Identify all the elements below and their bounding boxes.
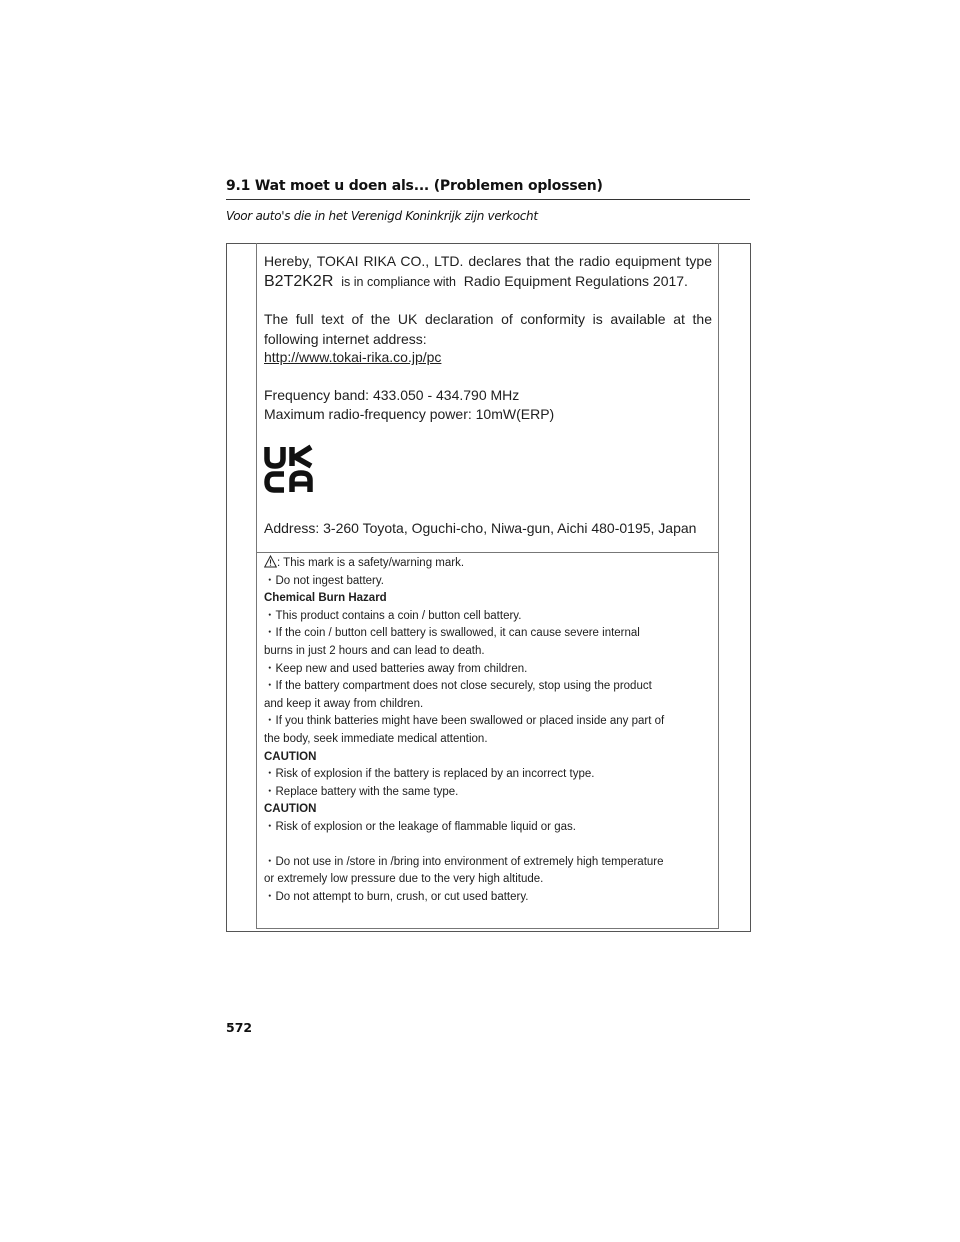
fulltext-line-1: The full text of the UK declaration of conformity is available at the xyxy=(264,311,712,327)
warning-line: ・If you think batteries might have been swallowed or placed inside any part of xyxy=(264,715,665,728)
model-number: B2T2K2R xyxy=(264,273,334,290)
warning-line: the body, seek immediate medical attention. xyxy=(264,732,488,745)
warning-line: ・If the coin / button cell battery is swallowed, it can cause severe internal xyxy=(264,627,640,640)
ukca-mark-icon xyxy=(263,444,315,494)
warning-line: ・Keep new and used batteries away from children. xyxy=(264,662,528,675)
warning-mark-text: : This mark is a safety/warning mark. xyxy=(277,557,465,569)
warning-list xyxy=(264,573,714,907)
regulation-text: Radio Equipment Regulations 2017. xyxy=(463,273,688,289)
declaration-line-2 xyxy=(264,270,712,293)
warning-line: ・This product contains a coin / button cell battery. xyxy=(264,609,522,622)
warning-line: ・If the battery compartment does not close securely, stop using the product xyxy=(264,680,652,693)
title-rule xyxy=(226,199,750,200)
warning-heading: CAUTION xyxy=(264,803,317,816)
manufacturer-address: Address: 3-260 Toyota, Oguchi-cho, Niwa-gun, Aichi 480-0195, Japan xyxy=(264,520,697,536)
warning-line: ・Risk of explosion or the leakage of flammable liquid or gas. xyxy=(264,820,576,833)
warning-line: burns in just 2 hours and can lead to death. xyxy=(264,644,485,657)
warning-line: ・Do not attempt to burn, crush, or cut used battery. xyxy=(264,890,529,903)
frequency-band: Frequency band: 433.050 - 434.790 MHz xyxy=(264,387,520,403)
panel-divider xyxy=(256,552,719,553)
battery-warnings xyxy=(264,555,714,906)
section-subtitle: Voor auto's die in het Verenigd Koninkrijk zijn verkocht xyxy=(226,209,538,223)
page-number: 572 xyxy=(226,1020,253,1035)
url-row xyxy=(264,347,712,367)
max-rf-power: Maximum radio-frequency power: 10mW(ERP) xyxy=(264,406,555,422)
declaration-line-1: Hereby, TOKAI RIKA CO., LTD. declares that the radio equipment type xyxy=(264,253,712,269)
warning-line: ・Replace battery with the same type. xyxy=(264,785,459,798)
warning-line: and keep it away from children. xyxy=(264,697,424,710)
warning-line: ・Risk of explosion if the battery is replaced by an incorrect type. xyxy=(264,768,595,781)
warning-triangle-icon xyxy=(264,555,277,568)
warning-line: or extremely low pressure due to the very high altitude. xyxy=(264,873,544,886)
warning-heading: Chemical Burn Hazard xyxy=(264,592,387,605)
declaration-url[interactable]: http://www.tokai-rika.co.jp/pc xyxy=(264,349,442,365)
warning-line: ・Do not use in /store in /bring into environment of extremely high temperature xyxy=(264,855,664,868)
fulltext-line-2: following internet address: xyxy=(264,331,427,347)
warning-line: ・Do not ingest battery. xyxy=(264,574,384,587)
warning-mark-note xyxy=(264,555,714,573)
warning-heading: CAUTION xyxy=(264,750,317,763)
compliance-text: is in compliance with xyxy=(341,275,456,289)
section-title: 9.1 Wat moet u doen als... (Problemen oplossen) xyxy=(226,178,603,194)
